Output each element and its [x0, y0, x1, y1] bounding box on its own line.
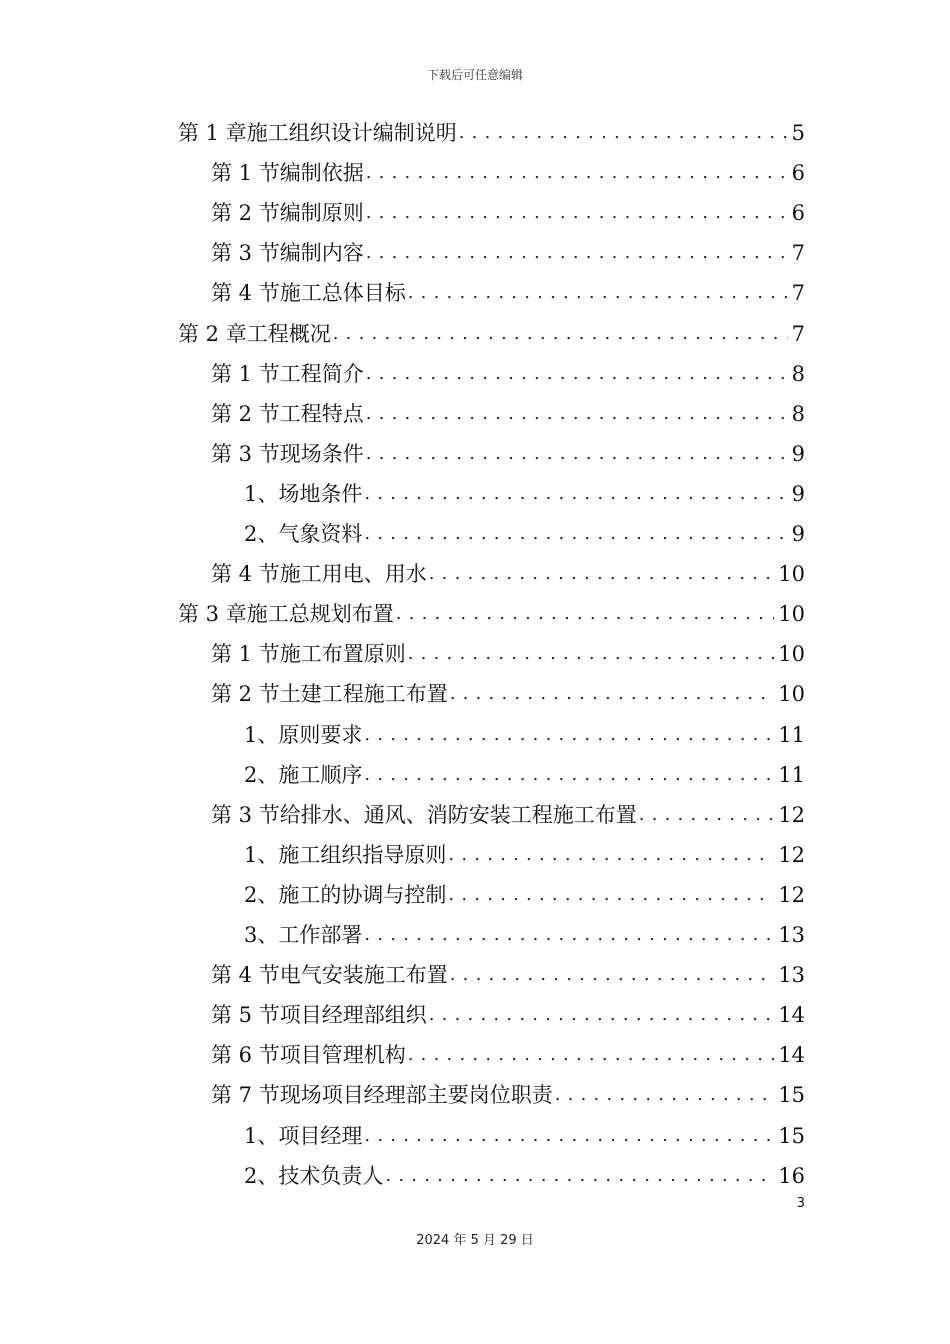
toc-dot-leader [429, 554, 775, 594]
toc-dot-leader [429, 995, 775, 1035]
toc-entry-page: 14 [778, 1043, 805, 1068]
toc-entry-title: 编制依据 [279, 161, 364, 186]
toc-entry[interactable] [244, 1156, 805, 1196]
toc-dot-leader [450, 955, 775, 995]
toc-dot-leader [366, 434, 788, 474]
toc-entry-number: 第 3 章 [178, 602, 247, 627]
toc-entry-title: 施工总体目标 [279, 281, 406, 306]
toc-entry-title: 现场项目经理部主要岗位职责 [279, 1083, 553, 1108]
toc-entry-title: 电气安装施工布置 [279, 963, 448, 988]
toc-entry[interactable] [211, 153, 805, 193]
toc-entry-page: 7 [791, 281, 805, 306]
toc-entry-title: 土建工程施工布置 [279, 682, 448, 707]
toc-entry-page: 12 [778, 842, 805, 867]
toc-entry-page: 8 [791, 401, 805, 426]
toc-entry-number: 第 5 节 [211, 1003, 280, 1028]
toc-entry-number: 第 2 章 [178, 321, 247, 346]
toc-entry-number: 第 6 节 [211, 1043, 280, 1068]
toc-entry[interactable] [211, 634, 805, 674]
toc-entry-number: 第 2 节 [211, 201, 280, 226]
toc-dot-leader [396, 594, 775, 634]
toc-entry[interactable] [244, 1116, 805, 1156]
toc-entry-title: 给排水、通风、消防安装工程施工布置 [279, 802, 637, 827]
toc-dot-leader [450, 674, 775, 714]
toc-entry-page: 12 [778, 802, 805, 827]
toc-entry-page: 16 [778, 1163, 805, 1188]
toc-entry-page: 11 [778, 762, 805, 787]
toc-entry[interactable] [211, 394, 805, 434]
toc-dot-leader [364, 1116, 774, 1156]
toc-entry[interactable] [211, 955, 805, 995]
toc-entry-number: 第 4 节 [211, 281, 280, 306]
toc-dot-leader [408, 1035, 775, 1075]
toc-entry-number: 第 2 节 [211, 682, 280, 707]
toc-entry-page: 9 [791, 522, 805, 546]
toc-dot-leader [364, 715, 774, 755]
toc-entry[interactable] [244, 514, 805, 554]
toc-entry-number: 第 1 节 [211, 361, 280, 386]
toc-dot-leader [459, 113, 788, 153]
toc-entry-title: 施工的协调与控制 [278, 882, 447, 907]
toc-dot-leader [555, 1075, 775, 1115]
toc-entry-title: 工作部署 [278, 923, 363, 947]
toc-entry-number: 2、 [244, 762, 279, 787]
toc-entry-number: 第 1 节 [211, 642, 280, 667]
toc-entry[interactable] [244, 715, 805, 755]
toc-entry-page: 9 [791, 481, 805, 506]
toc-entry-number: 2、 [244, 882, 279, 907]
toc-entry[interactable] [211, 193, 805, 233]
toc-entry-number: 3、 [244, 923, 279, 947]
toc-entry-page: 7 [791, 321, 805, 346]
toc-entry-number: 第 3 节 [211, 802, 280, 827]
toc-entry[interactable] [178, 594, 805, 634]
toc-entry[interactable] [244, 915, 805, 955]
toc-entry-number: 2、 [244, 522, 279, 546]
toc-entry-title: 原则要求 [278, 722, 363, 747]
toc-entry-page: 10 [778, 682, 805, 707]
toc-entry-number: 第 4 节 [211, 562, 280, 587]
toc-entry-page: 7 [791, 241, 805, 266]
toc-entry-page: 14 [778, 1003, 805, 1028]
toc-dot-leader [364, 514, 787, 554]
toc-entry[interactable] [244, 875, 805, 915]
toc-entry-title: 施工总规划布置 [246, 602, 394, 627]
toc-entry-number: 第 2 节 [211, 401, 280, 426]
toc-entry-number: 1、 [244, 722, 279, 747]
toc-dot-leader [366, 153, 788, 193]
toc-entry-number: 第 7 节 [211, 1083, 280, 1108]
toc-entry-title: 气象资料 [278, 522, 363, 546]
toc-entry-page: 8 [791, 361, 805, 386]
toc-entry-page: 13 [778, 923, 805, 947]
footer-date: 2024 年 5 月 29 日 [416, 1233, 534, 1248]
toc-entry-number: 第 4 节 [211, 963, 280, 988]
toc-dot-leader [448, 875, 774, 915]
toc-entry-title: 技术负责人 [278, 1163, 384, 1188]
toc-entry[interactable] [211, 674, 805, 714]
toc-entry[interactable] [211, 233, 805, 273]
toc-entry-page: 10 [778, 562, 805, 587]
page-number: 3 [796, 1196, 805, 1211]
toc-dot-leader [366, 354, 788, 394]
toc-entry-page: 10 [778, 642, 805, 667]
toc-entry-number: 第 1 章 [178, 121, 247, 145]
toc-entry-title: 施工组织设计编制说明 [246, 121, 457, 145]
toc-entry-number: 第 3 节 [211, 241, 280, 266]
toc-entry-page: 12 [778, 882, 805, 907]
toc-entry-title: 场地条件 [278, 481, 363, 506]
toc-entry-page: 9 [791, 441, 805, 466]
toc-entry[interactable] [211, 1035, 805, 1075]
toc-entry-number: 1、 [244, 1123, 279, 1148]
toc-entry-title: 工程简介 [279, 361, 364, 386]
toc-entry-title: 施工顺序 [278, 762, 363, 787]
toc-entry-title: 现场条件 [279, 441, 364, 466]
toc-entry-page: 13 [778, 963, 805, 988]
toc-entry-title: 编制内容 [279, 241, 364, 266]
toc-dot-leader [448, 835, 774, 875]
toc-entry[interactable] [178, 113, 805, 153]
toc-entry-page: 11 [778, 722, 805, 747]
toc-entry-title: 项目经理 [278, 1123, 363, 1148]
toc-entry[interactable] [211, 795, 805, 835]
toc-entry[interactable] [211, 354, 805, 394]
toc-entry[interactable] [211, 995, 805, 1035]
toc-dot-leader [408, 634, 775, 674]
toc-entry-title: 工程特点 [279, 401, 364, 426]
toc-entry-title: 工程概况 [246, 321, 331, 346]
toc-entry[interactable] [244, 835, 805, 875]
toc-entry-title: 项目管理机构 [279, 1043, 406, 1068]
toc-dot-leader [366, 233, 788, 273]
toc-dot-leader [333, 314, 788, 354]
toc-entry-page: 15 [778, 1123, 805, 1148]
toc-entry-number: 2、 [244, 1163, 279, 1188]
toc-dot-leader [364, 474, 787, 514]
toc-dot-leader [366, 394, 788, 434]
toc-entry-page: 6 [791, 161, 805, 186]
toc-entry-title: 施工组织指导原则 [278, 842, 447, 867]
toc-entry-number: 第 1 节 [211, 161, 280, 186]
toc-entry-number: 1、 [244, 481, 279, 506]
toc-entry-number: 第 3 节 [211, 441, 280, 466]
toc-entry-page: 5 [791, 121, 805, 145]
toc-entry[interactable] [211, 1075, 805, 1115]
toc-entry-title: 施工用电、用水 [279, 562, 427, 587]
toc-entry-page: 15 [778, 1083, 805, 1108]
toc-entry-page: 10 [778, 602, 805, 627]
toc-dot-leader [639, 795, 775, 835]
toc-entry[interactable] [211, 273, 805, 313]
toc-dot-leader [364, 915, 774, 955]
toc-entry[interactable] [244, 755, 805, 795]
toc-entry-number: 1、 [244, 842, 279, 867]
toc-dot-leader [408, 273, 788, 313]
toc-entry[interactable] [178, 314, 805, 354]
toc-entry-title: 编制原则 [279, 201, 364, 226]
toc-dot-leader [364, 755, 774, 795]
toc-entry[interactable] [211, 434, 805, 474]
toc-entry[interactable] [211, 554, 805, 594]
toc-entry-page: 6 [791, 201, 805, 226]
page-header: 下载后可任意编辑 [426, 68, 523, 82]
toc-entry[interactable] [244, 474, 805, 514]
toc-dot-leader [366, 193, 788, 233]
toc-entry-title: 项目经理部组织 [279, 1003, 427, 1028]
toc-dot-leader [385, 1156, 774, 1196]
toc-entry-title: 施工布置原则 [279, 642, 406, 667]
